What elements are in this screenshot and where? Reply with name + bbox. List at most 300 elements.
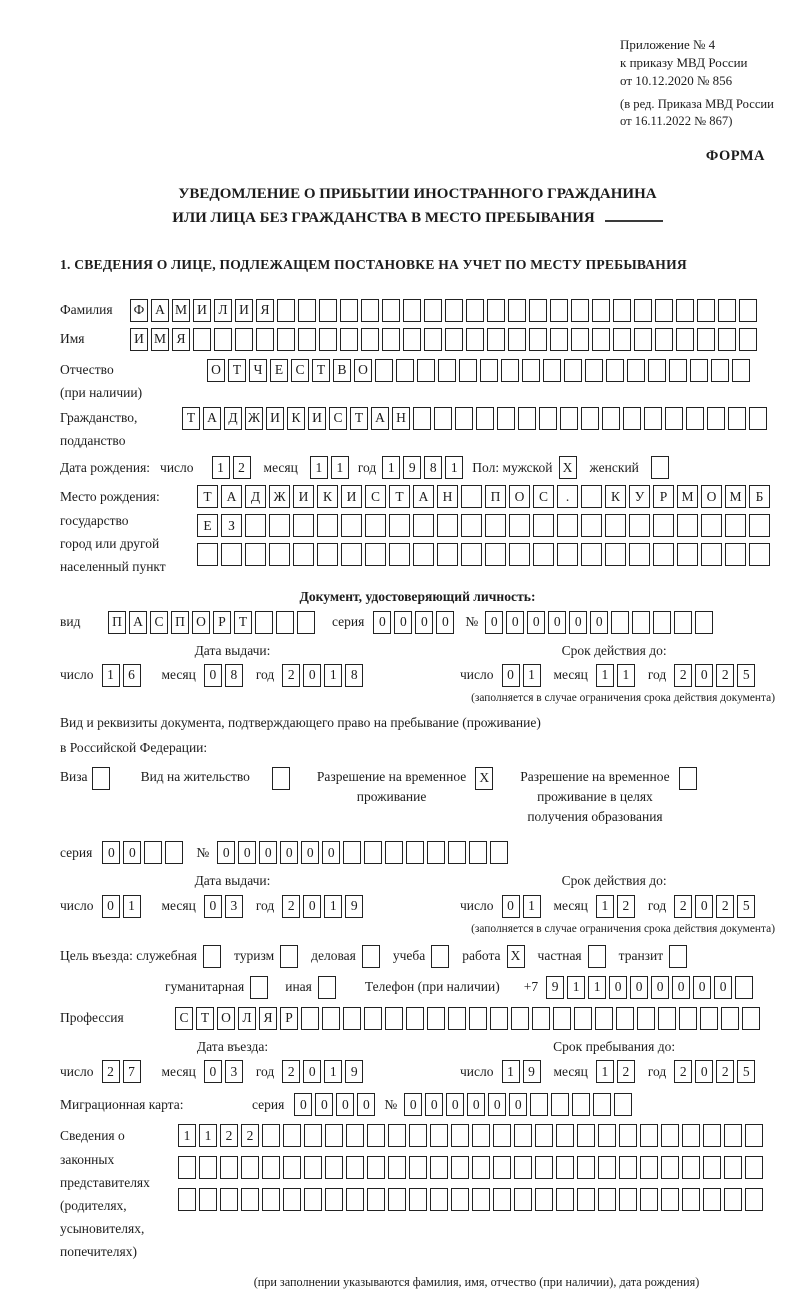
form-cell[interactable] (674, 611, 692, 634)
form-cell[interactable]: X (559, 456, 577, 479)
form-cell[interactable] (269, 514, 290, 537)
form-cell[interactable] (343, 1007, 361, 1030)
form-cell[interactable] (551, 1093, 569, 1116)
form-cell[interactable]: 1 (596, 1060, 614, 1083)
form-cell[interactable] (382, 328, 400, 351)
form-cell[interactable]: 0 (467, 1093, 485, 1116)
form-cell[interactable] (581, 407, 599, 430)
form-cell[interactable] (317, 543, 338, 566)
form-cell[interactable] (388, 1124, 406, 1147)
form-cell[interactable] (417, 359, 435, 382)
form-cell[interactable]: 1 (567, 976, 585, 999)
form-cell[interactable] (530, 1093, 548, 1116)
form-cell[interactable] (406, 841, 424, 864)
form-cell[interactable]: Л (214, 299, 232, 322)
form-cell[interactable] (724, 1156, 742, 1179)
form-cell[interactable] (245, 543, 266, 566)
form-cell[interactable] (598, 1188, 616, 1211)
form-cell[interactable] (571, 328, 589, 351)
form-cell[interactable] (711, 359, 729, 382)
form-cell[interactable]: 2 (282, 664, 300, 687)
form-cell[interactable]: 1 (324, 895, 342, 918)
form-cell[interactable] (511, 1007, 529, 1030)
form-cell[interactable] (732, 359, 750, 382)
form-cell[interactable]: 7 (123, 1060, 141, 1083)
form-cell[interactable] (362, 945, 380, 968)
form-cell[interactable]: А (203, 407, 221, 430)
form-cell[interactable] (448, 841, 466, 864)
form-cell[interactable]: Т (228, 359, 246, 382)
form-cell[interactable] (293, 514, 314, 537)
form-cell[interactable]: М (725, 485, 746, 508)
form-cell[interactable] (651, 456, 669, 479)
form-cell[interactable] (178, 1156, 196, 1179)
form-cell[interactable]: 8 (225, 664, 243, 687)
form-cell[interactable] (571, 299, 589, 322)
form-cell[interactable]: 0 (548, 611, 566, 634)
form-cell[interactable] (221, 543, 242, 566)
form-cell[interactable] (165, 841, 183, 864)
form-cell[interactable] (679, 767, 697, 790)
form-cell[interactable] (640, 1156, 658, 1179)
form-cell[interactable] (427, 841, 445, 864)
form-cell[interactable]: 0 (102, 895, 120, 918)
form-cell[interactable] (388, 1156, 406, 1179)
form-cell[interactable] (461, 543, 482, 566)
form-cell[interactable]: Т (389, 485, 410, 508)
form-cell[interactable] (529, 299, 547, 322)
form-cell[interactable] (535, 1188, 553, 1211)
form-cell[interactable]: 2 (220, 1124, 238, 1147)
form-cell[interactable]: 1 (596, 895, 614, 918)
form-cell[interactable] (406, 1007, 424, 1030)
form-cell[interactable] (472, 1156, 490, 1179)
form-cell[interactable]: 0 (446, 1093, 464, 1116)
form-cell[interactable] (725, 514, 746, 537)
form-cell[interactable] (557, 543, 578, 566)
form-cell[interactable] (703, 1124, 721, 1147)
form-cell[interactable]: Ч (249, 359, 267, 382)
form-cell[interactable] (508, 299, 526, 322)
form-cell[interactable]: 0 (204, 664, 222, 687)
form-cell[interactable]: Т (182, 407, 200, 430)
form-cell[interactable] (658, 1007, 676, 1030)
form-cell[interactable]: 0 (217, 841, 235, 864)
form-cell[interactable]: М (172, 299, 190, 322)
form-cell[interactable] (707, 407, 725, 430)
form-cell[interactable]: 5 (737, 664, 755, 687)
form-cell[interactable] (533, 543, 554, 566)
form-cell[interactable]: 2 (233, 456, 251, 479)
form-cell[interactable]: З (221, 514, 242, 537)
form-cell[interactable]: 1 (445, 456, 463, 479)
form-cell[interactable]: 0 (259, 841, 277, 864)
form-cell[interactable] (682, 1124, 700, 1147)
form-cell[interactable] (472, 1124, 490, 1147)
form-cell[interactable] (255, 611, 273, 634)
form-cell[interactable] (514, 1188, 532, 1211)
form-cell[interactable]: 0 (485, 611, 503, 634)
form-cell[interactable]: 0 (404, 1093, 422, 1116)
form-cell[interactable]: С (175, 1007, 193, 1030)
form-cell[interactable]: Я (256, 299, 274, 322)
form-cell[interactable] (262, 1188, 280, 1211)
form-cell[interactable] (476, 407, 494, 430)
form-cell[interactable] (661, 1124, 679, 1147)
form-cell[interactable] (430, 1188, 448, 1211)
form-cell[interactable]: 3 (225, 895, 243, 918)
form-cell[interactable]: 1 (123, 895, 141, 918)
form-cell[interactable]: 8 (345, 664, 363, 687)
form-cell[interactable] (577, 1156, 595, 1179)
form-cell[interactable] (490, 1007, 508, 1030)
form-cell[interactable] (469, 1007, 487, 1030)
form-cell[interactable] (640, 1124, 658, 1147)
form-cell[interactable]: 5 (737, 1060, 755, 1083)
form-cell[interactable] (346, 1188, 364, 1211)
form-cell[interactable] (606, 359, 624, 382)
form-cell[interactable] (430, 1124, 448, 1147)
form-cell[interactable] (629, 543, 650, 566)
form-cell[interactable]: М (151, 328, 169, 351)
form-cell[interactable] (556, 1188, 574, 1211)
form-cell[interactable] (438, 359, 456, 382)
form-cell[interactable] (203, 945, 221, 968)
form-cell[interactable] (346, 1156, 364, 1179)
form-cell[interactable] (319, 299, 337, 322)
form-cell[interactable]: 9 (546, 976, 564, 999)
form-cell[interactable] (472, 1188, 490, 1211)
form-cell[interactable] (682, 1188, 700, 1211)
form-cell[interactable]: 0 (322, 841, 340, 864)
form-cell[interactable] (690, 359, 708, 382)
form-cell[interactable] (598, 1156, 616, 1179)
form-cell[interactable] (677, 543, 698, 566)
form-cell[interactable] (322, 1007, 340, 1030)
form-cell[interactable]: 0 (123, 841, 141, 864)
form-cell[interactable]: 0 (695, 664, 713, 687)
form-cell[interactable] (665, 407, 683, 430)
form-cell[interactable]: 0 (488, 1093, 506, 1116)
form-cell[interactable] (283, 1188, 301, 1211)
form-cell[interactable] (403, 299, 421, 322)
form-cell[interactable] (497, 407, 515, 430)
form-cell[interactable]: 0 (303, 895, 321, 918)
form-cell[interactable] (703, 1188, 721, 1211)
form-cell[interactable] (682, 1156, 700, 1179)
form-cell[interactable] (543, 359, 561, 382)
form-cell[interactable]: 0 (502, 895, 520, 918)
form-cell[interactable]: 2 (716, 664, 734, 687)
form-cell[interactable]: И (193, 299, 211, 322)
form-cell[interactable] (679, 1007, 697, 1030)
form-cell[interactable] (611, 611, 629, 634)
form-cell[interactable]: 0 (373, 611, 391, 634)
form-cell[interactable] (277, 299, 295, 322)
form-cell[interactable]: Ж (269, 485, 290, 508)
form-cell[interactable] (388, 1188, 406, 1211)
form-cell[interactable]: 0 (693, 976, 711, 999)
form-cell[interactable] (340, 299, 358, 322)
form-cell[interactable]: 1 (523, 664, 541, 687)
form-cell[interactable] (437, 514, 458, 537)
form-cell[interactable] (745, 1156, 763, 1179)
form-cell[interactable]: 0 (301, 841, 319, 864)
form-cell[interactable] (739, 328, 757, 351)
form-cell[interactable]: 0 (394, 611, 412, 634)
form-cell[interactable] (619, 1156, 637, 1179)
form-cell[interactable] (199, 1156, 217, 1179)
form-cell[interactable]: 0 (609, 976, 627, 999)
form-cell[interactable] (272, 767, 290, 790)
form-cell[interactable] (655, 299, 673, 322)
form-cell[interactable] (385, 1007, 403, 1030)
form-cell[interactable]: 1 (102, 664, 120, 687)
form-cell[interactable] (605, 543, 626, 566)
form-cell[interactable]: . (557, 485, 578, 508)
form-cell[interactable]: О (207, 359, 225, 382)
form-cell[interactable] (514, 1124, 532, 1147)
form-cell[interactable]: Ф (130, 299, 148, 322)
form-cell[interactable] (461, 485, 482, 508)
form-cell[interactable] (430, 1156, 448, 1179)
form-cell[interactable]: К (287, 407, 305, 430)
form-cell[interactable]: 1 (324, 1060, 342, 1083)
form-cell[interactable] (413, 543, 434, 566)
form-cell[interactable] (718, 299, 736, 322)
form-cell[interactable]: 0 (502, 664, 520, 687)
form-cell[interactable] (581, 543, 602, 566)
form-cell[interactable] (560, 407, 578, 430)
form-cell[interactable] (616, 1007, 634, 1030)
form-cell[interactable] (341, 514, 362, 537)
form-cell[interactable] (445, 299, 463, 322)
form-cell[interactable] (749, 514, 770, 537)
form-cell[interactable]: 0 (357, 1093, 375, 1116)
form-cell[interactable] (676, 299, 694, 322)
form-cell[interactable] (577, 1124, 595, 1147)
form-cell[interactable] (413, 407, 431, 430)
form-cell[interactable] (445, 328, 463, 351)
form-cell[interactable] (550, 328, 568, 351)
form-cell[interactable] (742, 1007, 760, 1030)
form-cell[interactable]: 3 (225, 1060, 243, 1083)
form-cell[interactable]: 0 (204, 1060, 222, 1083)
form-cell[interactable] (245, 514, 266, 537)
form-cell[interactable] (389, 514, 410, 537)
form-cell[interactable] (241, 1188, 259, 1211)
form-cell[interactable] (346, 1124, 364, 1147)
form-cell[interactable]: О (192, 611, 210, 634)
form-cell[interactable]: 1 (382, 456, 400, 479)
form-cell[interactable]: 0 (102, 841, 120, 864)
form-cell[interactable]: 2 (674, 895, 692, 918)
form-cell[interactable] (325, 1156, 343, 1179)
form-cell[interactable]: И (308, 407, 326, 430)
form-cell[interactable]: Т (234, 611, 252, 634)
form-cell[interactable] (480, 359, 498, 382)
form-cell[interactable] (367, 1188, 385, 1211)
form-cell[interactable]: А (151, 299, 169, 322)
form-cell[interactable] (518, 407, 536, 430)
form-cell[interactable] (508, 328, 526, 351)
form-cell[interactable] (455, 407, 473, 430)
form-cell[interactable]: 2 (241, 1124, 259, 1147)
form-cell[interactable] (493, 1124, 511, 1147)
form-cell[interactable]: 1 (331, 456, 349, 479)
form-cell[interactable] (256, 328, 274, 351)
form-cell[interactable] (318, 976, 336, 999)
form-cell[interactable]: 0 (303, 664, 321, 687)
form-cell[interactable]: 0 (651, 976, 669, 999)
form-cell[interactable]: К (317, 485, 338, 508)
form-cell[interactable] (509, 543, 530, 566)
form-cell[interactable] (298, 299, 316, 322)
form-cell[interactable]: 1 (212, 456, 230, 479)
form-cell[interactable]: Б (749, 485, 770, 508)
form-cell[interactable] (427, 1007, 445, 1030)
form-cell[interactable] (301, 1007, 319, 1030)
form-cell[interactable] (533, 514, 554, 537)
form-cell[interactable] (298, 328, 316, 351)
form-cell[interactable]: С (365, 485, 386, 508)
form-cell[interactable]: Р (280, 1007, 298, 1030)
form-cell[interactable] (572, 1093, 590, 1116)
form-cell[interactable]: М (677, 485, 698, 508)
form-cell[interactable] (514, 1156, 532, 1179)
form-cell[interactable]: X (507, 945, 525, 968)
form-cell[interactable] (509, 514, 530, 537)
form-cell[interactable] (669, 945, 687, 968)
form-cell[interactable]: О (217, 1007, 235, 1030)
form-cell[interactable] (220, 1188, 238, 1211)
form-cell[interactable]: 9 (523, 1060, 541, 1083)
form-cell[interactable] (697, 299, 715, 322)
form-cell[interactable] (304, 1188, 322, 1211)
form-cell[interactable] (277, 328, 295, 351)
form-cell[interactable] (485, 543, 506, 566)
form-cell[interactable]: 0 (315, 1093, 333, 1116)
form-cell[interactable] (644, 407, 662, 430)
form-cell[interactable] (466, 328, 484, 351)
form-cell[interactable]: 1 (178, 1124, 196, 1147)
form-cell[interactable]: О (509, 485, 530, 508)
form-cell[interactable] (304, 1124, 322, 1147)
form-cell[interactable] (451, 1188, 469, 1211)
form-cell[interactable]: Ж (245, 407, 263, 430)
form-cell[interactable] (619, 1124, 637, 1147)
form-cell[interactable] (619, 1188, 637, 1211)
form-cell[interactable]: А (413, 485, 434, 508)
form-cell[interactable] (632, 611, 650, 634)
form-cell[interactable]: 0 (695, 1060, 713, 1083)
form-cell[interactable] (593, 1093, 611, 1116)
form-cell[interactable] (367, 1156, 385, 1179)
form-cell[interactable] (677, 514, 698, 537)
form-cell[interactable] (437, 543, 458, 566)
form-cell[interactable] (343, 841, 361, 864)
form-cell[interactable] (382, 299, 400, 322)
form-cell[interactable]: С (291, 359, 309, 382)
form-cell[interactable] (640, 1188, 658, 1211)
form-cell[interactable] (653, 514, 674, 537)
form-cell[interactable] (557, 514, 578, 537)
form-cell[interactable] (745, 1124, 763, 1147)
form-cell[interactable] (413, 514, 434, 537)
form-cell[interactable] (297, 611, 315, 634)
form-cell[interactable]: Т (350, 407, 368, 430)
form-cell[interactable] (409, 1124, 427, 1147)
form-cell[interactable] (325, 1124, 343, 1147)
form-cell[interactable] (669, 359, 687, 382)
form-cell[interactable] (697, 328, 715, 351)
form-cell[interactable] (724, 1188, 742, 1211)
form-cell[interactable]: К (605, 485, 626, 508)
form-cell[interactable]: 0 (336, 1093, 354, 1116)
form-cell[interactable] (739, 299, 757, 322)
form-cell[interactable] (745, 1188, 763, 1211)
form-cell[interactable]: 0 (204, 895, 222, 918)
form-cell[interactable] (721, 1007, 739, 1030)
form-cell[interactable] (749, 407, 767, 430)
form-cell[interactable]: 2 (716, 895, 734, 918)
form-cell[interactable] (661, 1156, 679, 1179)
form-cell[interactable] (409, 1156, 427, 1179)
form-cell[interactable] (262, 1124, 280, 1147)
form-cell[interactable] (220, 1156, 238, 1179)
form-cell[interactable]: Л (238, 1007, 256, 1030)
form-cell[interactable] (592, 299, 610, 322)
form-cell[interactable] (623, 407, 641, 430)
form-cell[interactable] (627, 359, 645, 382)
form-cell[interactable]: Р (213, 611, 231, 634)
form-cell[interactable]: 1 (310, 456, 328, 479)
form-cell[interactable]: 0 (425, 1093, 443, 1116)
form-cell[interactable] (553, 1007, 571, 1030)
form-cell[interactable] (403, 328, 421, 351)
form-cell[interactable] (653, 611, 671, 634)
form-cell[interactable] (613, 328, 631, 351)
form-cell[interactable]: 1 (199, 1124, 217, 1147)
form-cell[interactable]: 0 (294, 1093, 312, 1116)
form-cell[interactable]: 1 (324, 664, 342, 687)
form-cell[interactable]: И (341, 485, 362, 508)
form-cell[interactable]: 0 (695, 895, 713, 918)
form-cell[interactable] (585, 359, 603, 382)
form-cell[interactable]: С (329, 407, 347, 430)
form-cell[interactable] (577, 1188, 595, 1211)
form-cell[interactable] (574, 1007, 592, 1030)
form-cell[interactable]: У (629, 485, 650, 508)
form-cell[interactable]: И (130, 328, 148, 351)
form-cell[interactable] (529, 328, 547, 351)
form-cell[interactable] (340, 328, 358, 351)
form-cell[interactable]: Н (437, 485, 458, 508)
form-cell[interactable] (293, 543, 314, 566)
form-cell[interactable]: И (293, 485, 314, 508)
form-cell[interactable] (676, 328, 694, 351)
form-cell[interactable]: 2 (617, 895, 635, 918)
form-cell[interactable] (319, 328, 337, 351)
form-cell[interactable]: О (701, 485, 722, 508)
form-cell[interactable]: 0 (303, 1060, 321, 1083)
form-cell[interactable] (550, 299, 568, 322)
form-cell[interactable] (193, 328, 211, 351)
form-cell[interactable] (178, 1188, 196, 1211)
form-cell[interactable] (361, 299, 379, 322)
form-cell[interactable]: 1 (596, 664, 614, 687)
form-cell[interactable]: 1 (588, 976, 606, 999)
